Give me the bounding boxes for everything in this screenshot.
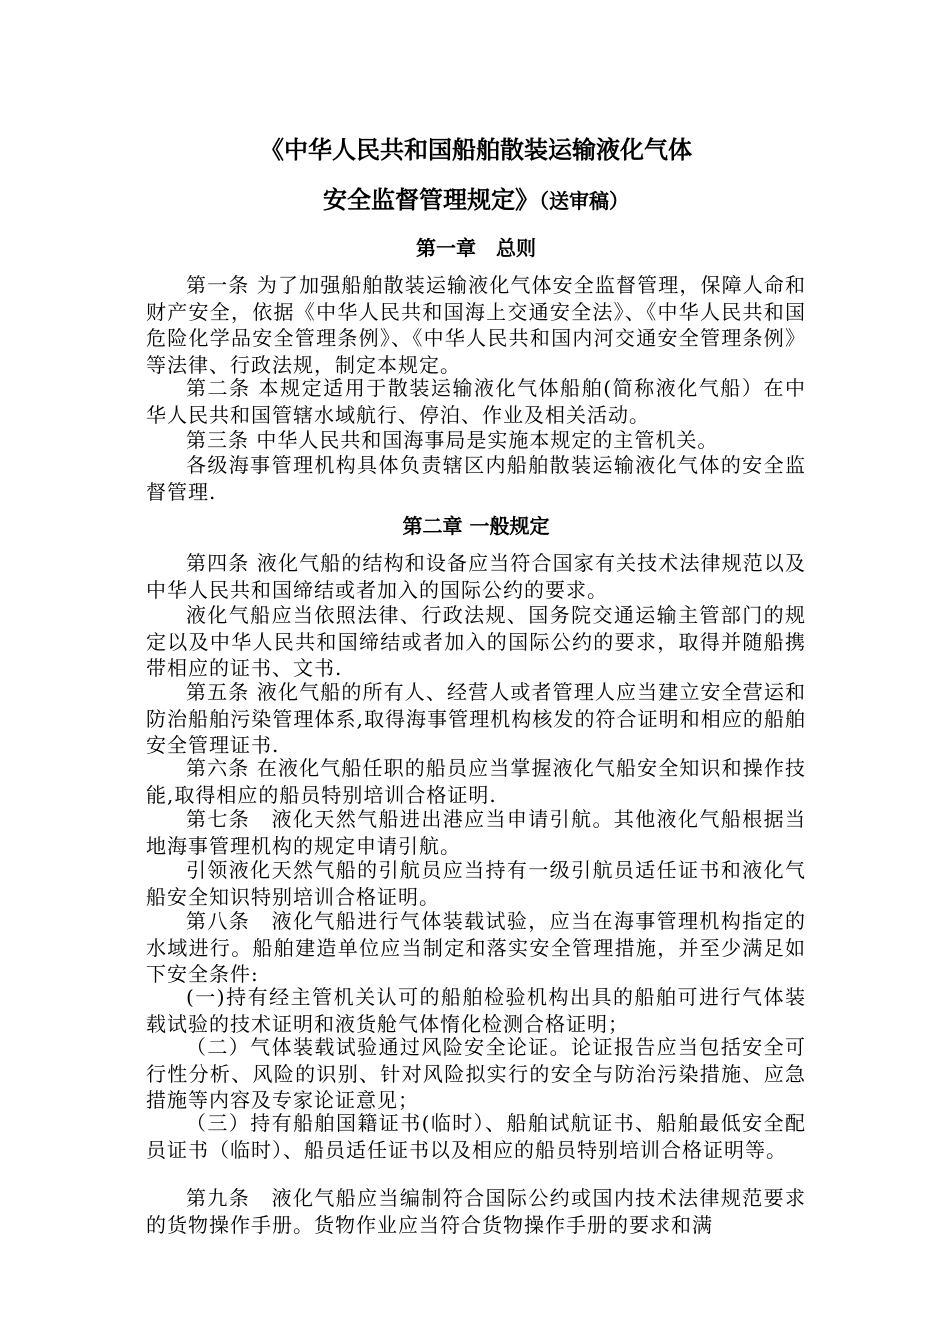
article-4-continuation-paragraph: 液化气船应当依照法律、行政法规、国务院交通运输主管部门的规定以及中华人民共和国缔结或者加入的国际公约的要求，取得并随船携带相应的证书、文书.	[146, 603, 806, 680]
article-8-item-3: （三）持有船舶国籍证书(临时）、船舶试航证书、船舶最低安全配员证书（临时）、船员适任证书以及相应的船员特别培训合格证明等。	[146, 1111, 806, 1162]
article-1-paragraph: 第一条 为了加强船舶散装运输液化气体安全监督管理，保障人命和财产安全，依据《中华人民共和国海上交通安全法》、《中华人民共和国危险化学品安全管理条例》、《中华人民共和国内河交通安全管理条例》等法律、行政法规，制定本规定。	[146, 273, 806, 377]
article-8-item-1: (一)持有经主管机关认可的船舶检验机构出具的船舶可进行气体装载试验的技术证明和液货舱气体惰化检测合格证明；	[146, 985, 806, 1036]
article-6-paragraph: 第六条 在液化气船任职的船员应当掌握液化气船安全知识和操作技能,取得相应的船员特别培训合格证明.	[146, 756, 806, 807]
document-title-line-2	[146, 184, 806, 217]
document-title-line-1: 《中华人民共和国船舶散装运输液化气体	[260, 135, 692, 164]
article-9-paragraph: 第九条 液化气船应当编制符合国际公约或国内技术法律规范要求的货物操作手册。货物作业应当符合货物操作手册的要求和满	[146, 1186, 806, 1237]
article-8-paragraph: 第八条 液化气船进行气体装载试验，应当在海事管理机构指定的水域进行。船舶建造单位应当制定和落实安全管理措施，并至少满足如下安全条件:	[146, 909, 806, 986]
chapter-2-heading: 第二章 一般规定	[402, 514, 550, 538]
article-5-paragraph: 第五条 液化气船的所有人、经营人或者管理人应当建立安全营运和防治船舶污染管理体系,取得海事管理机构核发的符合证明和相应的船舶安全管理证书.	[146, 680, 806, 757]
article-7-continuation-paragraph: 引领液化天然气船的引航员应当持有一级引航员适任证书和液化气船安全知识特别培训合格证明。	[146, 858, 806, 909]
article-4-paragraph: 第四条 液化气船的结构和设备应当符合国家有关技术法律规范以及中华人民共和国缔结或者加入的国际公约的要求。	[146, 551, 806, 602]
article-3-paragraph: 第三条 中华人民共和国海事局是实施本规定的主管机关。	[186, 428, 719, 452]
article-3-continuation-paragraph: 各级海事管理机构具体负责辖区内船舶散装运输液化气体的安全监督管理.	[146, 453, 806, 504]
article-8-item-2: （二）气体装载试验通过风险安全论证。论证报告应当包括安全可行性分析、风险的识别、针对风险拟实行的安全与防治污染措施、应急措施等内容及专家论证意见；	[146, 1035, 806, 1112]
article-7-paragraph: 第七条 液化天然气船进出港应当申请引航。其他液化气船根据当地海事管理机构的规定申请引航。	[146, 807, 806, 858]
article-2-paragraph: 第二条 本规定适用于散装运输液化气体船舶(简称液化气船）在中华人民共和国管辖水域航行、停泊、作业及相关活动。	[146, 376, 806, 427]
document-title-note: （送审稿）	[539, 189, 629, 213]
chapter-1-heading: 第一章 总则	[416, 236, 536, 260]
document-title-main: 安全监督管理规定》	[323, 185, 539, 214]
